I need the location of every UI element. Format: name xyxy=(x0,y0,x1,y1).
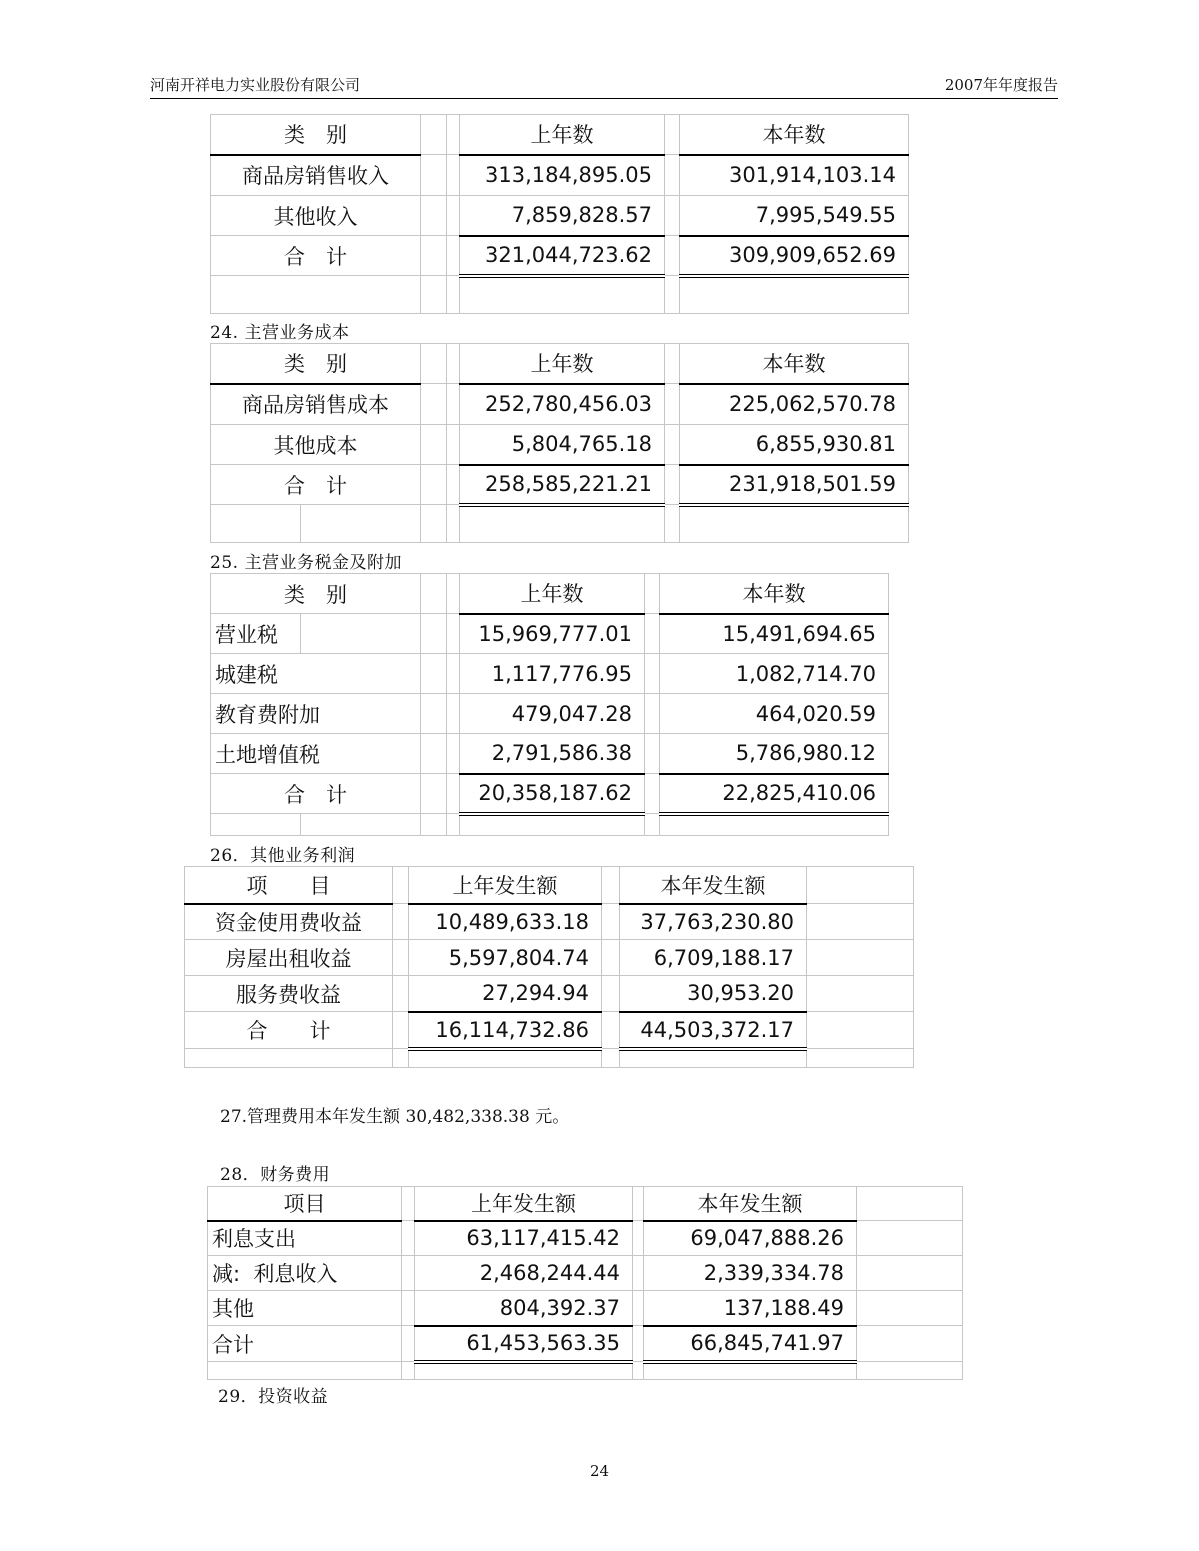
empty-cell xyxy=(421,236,447,276)
cell-curr: 301,914,103.14 xyxy=(680,155,909,196)
table-main-cost xyxy=(210,343,909,543)
cell-prev: 1,117,776.95 xyxy=(460,654,645,694)
empty-cell xyxy=(393,1012,409,1049)
empty-cell xyxy=(620,1049,807,1068)
cell-curr: 1,082,714.70 xyxy=(660,654,889,694)
empty-cell xyxy=(409,1049,602,1068)
row-label-total: 合 计 xyxy=(185,1012,393,1049)
cell-curr: 137,188.49 xyxy=(644,1291,857,1326)
cell-prev: 2,791,586.38 xyxy=(460,734,645,774)
cell-curr: 30,953.20 xyxy=(620,976,807,1012)
empty-cell xyxy=(301,814,421,836)
empty-cell xyxy=(421,734,447,774)
header-curr-year: 本年数 xyxy=(660,574,889,614)
table-other-profit xyxy=(184,866,914,1068)
page-header xyxy=(150,74,1058,99)
cell-prev: 2,468,244.44 xyxy=(415,1256,633,1291)
empty-cell xyxy=(421,654,447,694)
row-label: 土地增值税 xyxy=(211,734,421,774)
table-finance-expense xyxy=(207,1186,963,1380)
empty-cell xyxy=(421,196,447,236)
section-title-25: 25. 主营业务税金及附加 xyxy=(210,553,402,573)
empty-cell xyxy=(857,1221,963,1256)
cell-curr-total: 66,845,741.97 xyxy=(644,1326,857,1362)
cell-curr-total: 309,909,652.69 xyxy=(680,236,909,276)
empty-cell xyxy=(665,236,680,276)
header-category: 类 别 xyxy=(211,344,421,384)
empty-cell xyxy=(460,276,665,314)
cell-prev: 804,392.37 xyxy=(415,1291,633,1326)
row-label: 商品房销售收入 xyxy=(211,155,421,196)
empty-cell xyxy=(421,384,447,425)
header-prev-year: 上年数 xyxy=(460,344,665,384)
empty-cell xyxy=(447,384,460,425)
row-label: 其他收入 xyxy=(211,196,421,236)
empty-cell xyxy=(421,115,447,155)
empty-cell xyxy=(665,115,680,155)
empty-cell xyxy=(665,384,680,425)
empty-cell xyxy=(447,465,460,505)
empty-cell xyxy=(665,425,680,465)
empty-cell xyxy=(421,155,447,196)
empty-cell xyxy=(645,734,660,774)
empty-cell xyxy=(421,694,447,734)
cell-prev-total: 321,044,723.62 xyxy=(460,236,665,276)
empty-cell xyxy=(301,614,421,654)
empty-cell xyxy=(211,276,421,314)
empty-cell xyxy=(447,115,460,155)
empty-cell xyxy=(460,505,665,543)
empty-cell xyxy=(645,814,660,836)
report-title: 2007年年度报告 xyxy=(944,76,1058,94)
empty-cell xyxy=(421,574,447,614)
empty-cell xyxy=(421,505,447,543)
empty-cell xyxy=(645,574,660,614)
empty-cell xyxy=(633,1187,644,1221)
empty-cell xyxy=(402,1326,415,1362)
empty-cell xyxy=(857,1362,963,1380)
row-label: 利息支出 xyxy=(208,1221,402,1256)
empty-cell xyxy=(402,1291,415,1326)
row-label: 商品房销售成本 xyxy=(211,384,421,425)
empty-cell xyxy=(421,774,447,814)
section-title-29: 29．投资收益 xyxy=(218,1387,329,1407)
row-label: 其他 xyxy=(208,1291,402,1326)
cell-curr: 2,339,334.78 xyxy=(644,1256,857,1291)
empty-cell xyxy=(857,1326,963,1362)
row-label: 营业税 xyxy=(211,614,301,654)
cell-prev: 27,294.94 xyxy=(409,976,602,1012)
row-label-total: 合 计 xyxy=(211,465,421,505)
empty-cell xyxy=(447,814,460,836)
cell-prev-total: 61,453,563.35 xyxy=(415,1326,633,1362)
cell-prev: 7,859,828.57 xyxy=(460,196,665,236)
cell-curr-total: 44,503,372.17 xyxy=(620,1012,807,1049)
empty-cell xyxy=(460,814,645,836)
empty-cell xyxy=(633,1326,644,1362)
row-label: 教育费附加 xyxy=(211,694,421,734)
header-curr-year: 本年数 xyxy=(680,115,909,155)
empty-cell xyxy=(447,574,460,614)
row-label: 资金使用费收益 xyxy=(185,904,393,940)
header-curr-year: 本年发生额 xyxy=(644,1187,857,1221)
empty-cell xyxy=(208,1362,402,1380)
empty-cell xyxy=(807,867,914,904)
empty-cell xyxy=(447,236,460,276)
cell-curr: 5,786,980.12 xyxy=(660,734,889,774)
cell-curr: 15,491,694.65 xyxy=(660,614,889,654)
header-curr-year: 本年发生额 xyxy=(620,867,807,904)
company-name: 河南开祥电力实业股份有限公司 xyxy=(150,76,361,94)
empty-cell xyxy=(645,774,660,814)
empty-cell xyxy=(301,505,421,543)
empty-cell xyxy=(807,1012,914,1049)
empty-cell xyxy=(602,1012,620,1049)
empty-cell xyxy=(665,276,680,314)
cell-curr: 464,020.59 xyxy=(660,694,889,734)
empty-cell xyxy=(447,614,460,654)
empty-cell xyxy=(402,1256,415,1291)
empty-cell xyxy=(644,1362,857,1380)
empty-cell xyxy=(645,694,660,734)
empty-cell xyxy=(857,1187,963,1221)
empty-cell xyxy=(211,505,301,543)
section-title-26: 26．其他业务利润 xyxy=(210,846,356,866)
empty-cell xyxy=(857,1256,963,1291)
cell-prev-total: 20,358,187.62 xyxy=(460,774,645,814)
empty-cell xyxy=(447,505,460,543)
cell-curr: 6,855,930.81 xyxy=(680,425,909,465)
empty-cell xyxy=(807,976,914,1012)
cell-prev: 252,780,456.03 xyxy=(460,384,665,425)
header-curr-year: 本年数 xyxy=(680,344,909,384)
empty-cell xyxy=(421,276,447,314)
empty-cell xyxy=(211,814,301,836)
header-category: 类 别 xyxy=(211,574,421,614)
empty-cell xyxy=(807,1049,914,1068)
empty-cell xyxy=(402,1362,415,1380)
empty-cell xyxy=(447,774,460,814)
header-category: 类 别 xyxy=(211,115,421,155)
row-label: 服务费收益 xyxy=(185,976,393,1012)
row-label: 房屋出租收益 xyxy=(185,940,393,976)
empty-cell xyxy=(447,734,460,774)
cell-curr: 225,062,570.78 xyxy=(680,384,909,425)
cell-curr: 6,709,188.17 xyxy=(620,940,807,976)
table-main-revenue xyxy=(210,114,909,314)
cell-curr-total: 231,918,501.59 xyxy=(680,465,909,505)
cell-curr: 7,995,549.55 xyxy=(680,196,909,236)
empty-cell xyxy=(633,1362,644,1380)
empty-cell xyxy=(645,654,660,694)
row-label: 城建税 xyxy=(211,654,421,694)
header-item: 项目 xyxy=(208,1187,402,1221)
cell-prev: 5,597,804.74 xyxy=(409,940,602,976)
empty-cell xyxy=(421,425,447,465)
paragraph-admin-expense: 27.管理费用本年发生额 30,482,338.38 元。 xyxy=(220,1107,570,1127)
header-prev-year: 上年发生额 xyxy=(409,867,602,904)
empty-cell xyxy=(665,465,680,505)
empty-cell xyxy=(447,425,460,465)
row-label-total: 合计 xyxy=(208,1326,402,1362)
empty-cell xyxy=(185,1049,393,1068)
cell-prev: 63,117,415.42 xyxy=(415,1221,633,1256)
empty-cell xyxy=(633,1256,644,1291)
empty-cell xyxy=(665,155,680,196)
header-prev-year: 上年数 xyxy=(460,574,645,614)
empty-cell xyxy=(421,814,447,836)
cell-prev: 10,489,633.18 xyxy=(409,904,602,940)
empty-cell xyxy=(447,344,460,384)
empty-cell xyxy=(665,505,680,543)
empty-cell xyxy=(680,505,909,543)
empty-cell xyxy=(602,940,620,976)
empty-cell xyxy=(633,1221,644,1256)
empty-cell xyxy=(680,276,909,314)
empty-cell xyxy=(421,614,447,654)
cell-curr: 69,047,888.26 xyxy=(644,1221,857,1256)
cell-prev: 15,969,777.01 xyxy=(460,614,645,654)
empty-cell xyxy=(633,1291,644,1326)
header-prev-year: 上年数 xyxy=(460,115,665,155)
cell-prev: 313,184,895.05 xyxy=(460,155,665,196)
empty-cell xyxy=(857,1291,963,1326)
empty-cell xyxy=(447,694,460,734)
empty-cell xyxy=(402,1187,415,1221)
cell-prev-total: 258,585,221.21 xyxy=(460,465,665,505)
cell-prev: 479,047.28 xyxy=(460,694,645,734)
page-number: 24 xyxy=(589,1462,610,1480)
empty-cell xyxy=(421,465,447,505)
cell-curr: 37,763,230.80 xyxy=(620,904,807,940)
row-label-total: 合 计 xyxy=(211,774,421,814)
cell-prev-total: 16,114,732.86 xyxy=(409,1012,602,1049)
empty-cell xyxy=(393,976,409,1012)
row-label-total: 合 计 xyxy=(211,236,421,276)
header-item: 项 目 xyxy=(185,867,393,904)
empty-cell xyxy=(447,155,460,196)
empty-cell xyxy=(807,940,914,976)
empty-cell xyxy=(602,867,620,904)
section-title-28: 28．财务费用 xyxy=(220,1165,331,1185)
empty-cell xyxy=(665,344,680,384)
empty-cell xyxy=(447,276,460,314)
empty-cell xyxy=(602,976,620,1012)
empty-cell xyxy=(660,814,889,836)
empty-cell xyxy=(447,196,460,236)
empty-cell xyxy=(421,344,447,384)
row-label: 减: 利息收入 xyxy=(208,1256,402,1291)
empty-cell xyxy=(645,614,660,654)
cell-prev: 5,804,765.18 xyxy=(460,425,665,465)
empty-cell xyxy=(393,867,409,904)
row-label: 其他成本 xyxy=(211,425,421,465)
header-prev-year: 上年发生额 xyxy=(415,1187,633,1221)
empty-cell xyxy=(402,1221,415,1256)
empty-cell xyxy=(393,940,409,976)
empty-cell xyxy=(393,904,409,940)
empty-cell xyxy=(602,904,620,940)
empty-cell xyxy=(665,196,680,236)
empty-cell xyxy=(393,1049,409,1068)
section-title-24: 24. 主营业务成本 xyxy=(210,323,350,343)
empty-cell xyxy=(447,654,460,694)
cell-curr-total: 22,825,410.06 xyxy=(660,774,889,814)
table-tax-surcharges xyxy=(210,573,889,836)
empty-cell xyxy=(602,1049,620,1068)
empty-cell xyxy=(415,1362,633,1380)
empty-cell xyxy=(807,904,914,940)
